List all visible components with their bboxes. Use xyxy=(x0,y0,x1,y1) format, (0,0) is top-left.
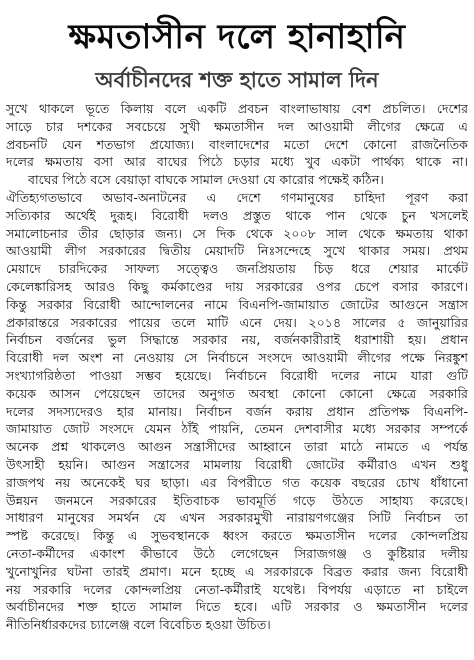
body-line: স্পষ্ট করেছে। কিন্তু এ সুভবস্থানকে ধ্বংস করতে ক্ষমতাসীন দলের কোন্দলপ্রিয় xyxy=(6,528,468,544)
body-line: উৎসাহী হয়নি। আগুন সন্ত্রাসের মামলায় বিরোধী জোটের কর্মীরাও এখন শুধু xyxy=(6,456,468,472)
body-line: সুখে থাকলে ভূতে কিলায় বলে একটি প্রবচন বাংলাভাষায় বেশ প্রচলিত। দেশের xyxy=(6,101,468,116)
body-line: ঐতিহ্যগতভাবে অভাব-অনাটনের এ দেশে গণমানুষের চাহিদা পূরণ করা xyxy=(6,189,468,205)
body-line: নীতিনির্ধারকদের চ্যালেঞ্জ বলে বিবেচিত হওয়া উচিত। xyxy=(6,617,271,633)
body-line: সত্যিকার অর্থেই দুরূহ। বিরোধী দলও প্রস্তুত থাকে পান থেকে চুন খসলেই xyxy=(6,207,468,223)
body-line: কিন্তু সরকার বিরোধী আন্দোলনের নামে বিএনপি-জামায়াত জোটের আগুনে সন্ত্রাস xyxy=(6,296,468,312)
headline: ক্ষমতাসীন দলে হানাহানি xyxy=(68,17,406,57)
body-line: প্রবচনটি যেন শতভাগ প্রযোজ্য। বাংলাদেশের মতো দেশে কোনো রাজনৈতিক xyxy=(6,136,468,152)
body-line: বাঘের পিঠে বসে বেয়াড়া বাঘকে সামাল দেওয়া যে কারোর পক্ষেই কঠিন। xyxy=(28,172,384,188)
body-line: কেলেঙ্কারিসহ আরও কিছু কর্মকাণ্ডের দায় সরকারের ওপর চেপে বসার কারণে। xyxy=(6,278,468,294)
body-line: কয়েক আসন পেয়েছেন তাদের অনুগত অবস্থা কোনো কোনো ক্ষেত্রে সরকারি xyxy=(6,385,468,401)
body-line: উন্নয়ন জনমনে সরকারের ইতিবাচক ভাবমূর্তি গড়ে উঠতে সাহায্য করেছে। xyxy=(6,492,468,508)
body-line: দলের সদস্যদেরও হার মানায়। নির্বাচন বর্জন করায় প্রধান প্রতিপক্ষ বিএনপি- xyxy=(6,403,468,419)
body-line: অনেক প্রশ্ন থাকলেও আগুন সন্ত্রাসীদের আহ্বানে তারা মাঠে নামতে এ পর্যন্ত xyxy=(6,439,468,455)
body-line: জামায়াত জোট সংসদে যেমন ঠাঁই পায়নি, তেমন দেশবাসীর মধ্যে সরকার সম্পর্কে xyxy=(6,421,468,437)
body-line: সাড়ে চার দশকের সবচেয়ে সুখী ক্ষমতাসীন দল আওয়ামী লীগের ক্ষেত্রে এ xyxy=(6,118,468,134)
body-line: সমালোচনার তীর ছোড়ার জন্য। সে দিক থেকে ২০০৮ সাল থেকে ক্ষমতায় থাকা xyxy=(6,225,468,241)
body-line: খুনোখুনির ঘটনা তারই প্রমাণ। মনে হচ্ছে এ সরকারকে বিব্রত করার জন্য বিরোধী xyxy=(6,563,468,579)
body-line: রাজপথ নয় অনেকেই ঘর ছাড়া। এর বিপরীতে গত কয়েক বছরের চোখ ধাঁধানো xyxy=(6,474,468,490)
body-line: অর্বাচীনদের শক্ত হাতে সামাল দিতে হবে। এটি সরকার ও ক্ষমতাসীন দলের xyxy=(6,599,468,615)
body-line: নেতা-কর্মীদের একাংশ কীভাবে উঠে লেগেছেন সিরাজগঞ্জ ও কুষ্টিয়ার দলীয় xyxy=(6,545,468,561)
body-line: বিরোধী দল অংশ না নেওয়ায় সে নির্বাচনে সংসদে আওয়ামী লীগের পক্ষে নিরঙ্কুশ xyxy=(6,350,468,366)
body-line: প্রকারান্তরে সরকারের পায়ের তলে মাটি এনে দেয়। ২০১৪ সালের ৫ জানুয়ারির xyxy=(6,314,468,330)
subheadline: অর্বাচীনদের শক্ত হাতে সামাল দিন xyxy=(95,68,379,92)
body-line: দলের ক্ষমতায় বসা আর বাঘের পিঠে চড়ার মধ্যে খুব একটা পার্থক্য থাকে না। xyxy=(6,154,468,170)
body-line: নির্বাচন বর্জনের ভুল সিদ্ধান্তে সরকার নয়, বর্জনকারীরাই ধরাশায়ী হয়। প্রধান xyxy=(6,332,468,348)
body-line: আওয়ামী লীগ সরকারের দ্বিতীয় মেয়াদটি নিঃসন্দেহে সুখে থাকার সময়। প্রথম xyxy=(6,243,468,259)
body-line: সাধারণ মানুষের সমর্থন যে এখন সরকারমুখী নারায়ণগঞ্জের সিটি নির্বাচন তা xyxy=(6,510,468,526)
body-line: মেয়াদে চারদিকের সাফল্য সত্ত্বেও জনপ্রিয়তায় চিড় ধরে শেয়ার মার্কেট xyxy=(6,261,468,277)
body-line: সংখ্যাগরিষ্ঠতা পাওয়া সম্ভব হয়েছে। নির্বাচনে বিরোধী দলের নামে যারা গুটি xyxy=(6,367,468,383)
article-body xyxy=(6,100,468,634)
body-line: নয় সরকারি দলের কোন্দলপ্রিয় নেতা-কর্মীরাই যথেষ্ট। বিপর্যয় এড়াতে না চাইলে xyxy=(6,581,468,597)
